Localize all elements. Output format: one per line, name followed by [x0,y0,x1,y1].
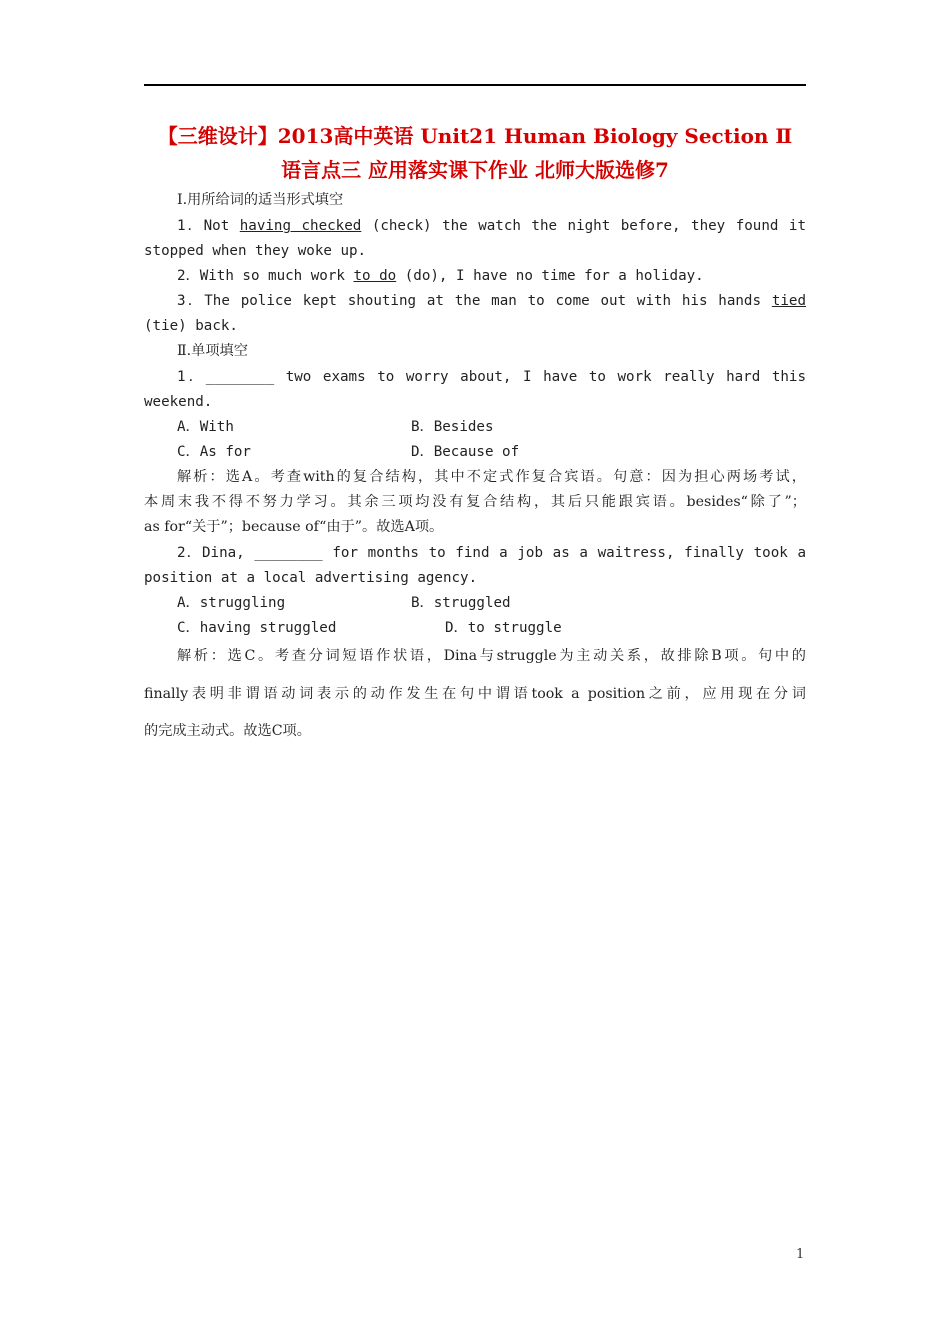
analysis-2-line-1: 解析：选C。考查分词短语作状语，Dina与struggle为主动关系，故排除B项。句中的 [177,648,806,664]
option-a: A．struggling [177,595,286,611]
part2-question-2: 2．Dina, ________ for months to find a job as a waitress, finally took a [177,545,806,561]
option-d: D．to struggle [445,620,562,636]
part2-question-2-cont: position at a local advertising agency. [144,570,478,586]
part2-heading: Ⅱ.单项填空 [177,343,248,359]
part1-question-3-cont: (tie) back. [144,318,238,334]
part2-question-1: 1．________ two exams to worry about, I have to work really hard this [177,369,806,385]
option-c: C．As for [177,444,251,460]
answer-3: tied [771,293,806,309]
document-title-line-2: 语言点三 应用落实课下作业 北师大版选修7 [281,158,669,182]
analysis-1-line-1: 解析：选A。考查with的复合结构，其中不定式作复合宾语。句意：因为担心两场考试， [177,469,806,485]
option-c: C．having struggled [177,620,337,636]
page-number: 1 [796,1247,805,1262]
part1-heading: Ⅰ.用所给词的适当形式填空 [177,192,344,208]
part1-question-2: 2．With so much work to do (do), I have no time for a holiday. [177,268,704,284]
analysis-1-line-3: as for“关于”；because of“由于”。故选A项。 [144,519,444,535]
answer-2: to do [353,268,397,284]
analysis-2-line-3: 的完成主动式。故选C项。 [144,723,311,739]
part2-question-1-cont: weekend. [144,394,213,410]
header-rule [144,84,806,86]
analysis-2-line-2: finally表明非谓语动词表示的动作发生在句中谓语took a position之前，应用现在分词 [144,686,806,702]
answer-1: having checked [239,218,362,234]
option-b: B．Besides [411,419,494,435]
part1-question-1-cont: stopped when they woke up. [144,243,367,259]
analysis-1-line-2: 本周末我不得不努力学习。其余三项均没有复合结构，其后只能跟宾语。besides“除了”； [144,494,806,510]
option-d: D．Because of [411,444,520,460]
option-b: B．struggled [411,595,511,611]
document-title-line-1: 【三维设计】2013高中英语 Unit21 Human Biology Section Ⅱ [157,124,793,148]
part1-question-1: 1．Not having checked (check) the watch the night before, they found it [177,218,806,234]
option-a: A．With [177,419,234,435]
part1-question-3: 3．The police kept shouting at the man to come out with his hands tied [177,293,806,309]
